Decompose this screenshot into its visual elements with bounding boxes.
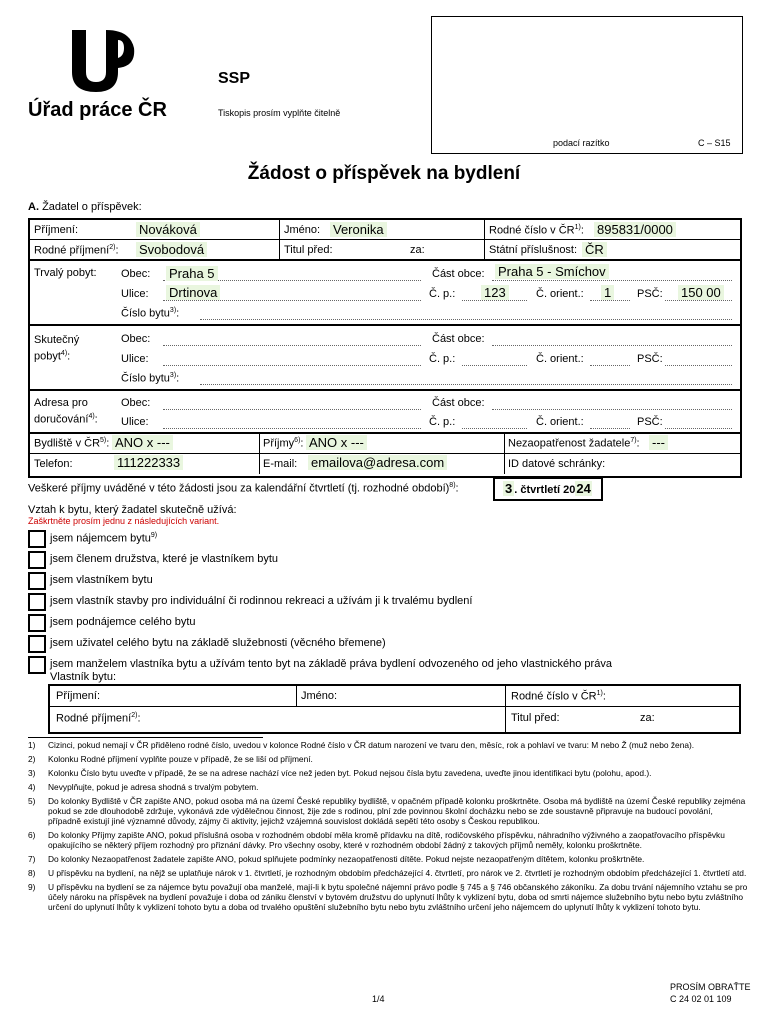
dependent-label: Nezaopatřenost žadatele$^{7)}$:	[508, 437, 640, 450]
period-value: 3 . čtvrtletí 2024	[505, 481, 591, 496]
option-cooperative-label: jsem členem družstva, které je vlastníkem bytu	[50, 553, 279, 565]
deliv-psc-label: PSČ:	[637, 416, 663, 428]
footnote: 7) Do kolonky Nezaopatřenost žadatele zapište ANO, pokud splňujete podmínky nezaopatřenosti dítěte. Pokud nejste nezaopatřeným dítětem, kolonku proškrtněte.	[28, 854, 645, 864]
perm-cast-label: Část obce:	[432, 268, 485, 280]
deliv-cp-label: Č. p.:	[429, 416, 456, 428]
ssp-label: SSP	[218, 70, 251, 87]
perm-psc-field[interactable]: 150 00	[678, 285, 724, 300]
office-name: Úřad práce ČR	[28, 99, 167, 121]
form-number: C 24 02 01 109	[670, 994, 732, 1004]
page-number: 1/4	[372, 994, 385, 1004]
footnote: 9) U příspěvku na bydlení se za nájemce bytu považují oba manželé, mají-li k bytu společné nájemní právo podle § 745 a § 746 občanského zákoníku. Za dobu trvání nájemního vztahu se pro účely nároku na příspěvek na bydlení považuje i doba od zániku členství v bytovém družstvu do uplynutí lhůty k vyklizení bytu, doba od smrti nájemce služebního bytu nebo bytu zvláštního určení do uplynutí lhůty k vyklizení tohoto bytu a doba od trvalého opuštění služebního bytu nebo bytu zvláštního určení jeho nájemcem do uplynutí lhůty k vyklizení tohoto bytu.	[28, 882, 748, 912]
form-code: C – S15	[698, 138, 731, 148]
email-field[interactable]: emailova@adresa.com	[308, 455, 447, 470]
perm-cast-field[interactable]: Praha 5 - Smíchov	[495, 264, 609, 279]
surname-field[interactable]: Nováková	[136, 222, 200, 237]
email-label: E-mail:	[263, 458, 298, 470]
relation-heading: Vztah k bytu, který žadatel skutečně užívá:	[28, 504, 237, 516]
urad-prace-logo	[66, 26, 142, 94]
footnote: 2) Kolonku Rodné příjmení vyplňte pouze v případě, že se liší od příjmení.	[28, 754, 313, 764]
perm-ulice-label: Ulice:	[121, 288, 149, 300]
owner-heading: Vlastník bytu:	[50, 671, 117, 683]
perm-cp-label: Č. p.:	[429, 288, 456, 300]
phone-field[interactable]: 111222333	[114, 455, 183, 470]
deliv-cast-label: Část obce:	[432, 397, 485, 409]
option-easement-label: jsem uživatel celého bytu na základě služebnosti (věcného břemene)	[50, 637, 386, 649]
deliv-obec-label: Obec:	[121, 397, 151, 409]
residence-field[interactable]: ANO x ---	[112, 435, 173, 450]
owner-surname-label: Příjmení:	[56, 690, 101, 702]
footnote: 8) U příspěvku na bydlení, na nějž se uplatňuje nárok v 1. čtvrtletí, je rozhodným obdobím předcházející 4. čtvrtletí, pro nárok ve 2. čtvrtletí je rozhodným obdobím předcházející 1. čtvrtletí atd.	[28, 868, 747, 878]
real-co-label: Č. orient.:	[536, 353, 584, 365]
checkbox-easement[interactable]	[28, 635, 46, 653]
owner-birth-number-label: Rodné číslo v ČR$^{1)}$:	[511, 690, 606, 703]
surname-label: Příjmení:	[34, 224, 79, 236]
owner-title-after-label: za:	[640, 712, 655, 724]
real-residence-label: Skutečný pobyt$^{4)}$:	[34, 334, 80, 363]
permanent-address-label: Trvalý pobyt:	[34, 267, 97, 279]
option-owner-label: jsem vlastníkem bytu	[50, 574, 153, 586]
citizenship-field[interactable]: ČR	[582, 242, 607, 257]
checkbox-tenant[interactable]	[28, 530, 46, 548]
footnote: 6) Do kolonky Příjmy zapište ANO, pokud příslušná osoba v rozhodném období měla kromě přídavku na dítě, rodičovského příspěvku, náhradního výživného a zaopatřovacího příspěvku opakujícího se některý příjem rozhodný pro přiznání dávky. Pro všechny osoby, které v rozhodném období žádný z takových příjmů neměly, kolonku proškrtněte.	[28, 830, 725, 850]
dependent-field[interactable]: ---	[649, 435, 668, 450]
perm-psc-label: PSČ:	[637, 288, 663, 300]
real-psc-label: PSČ:	[637, 353, 663, 365]
deliv-ulice-label: Ulice:	[121, 416, 149, 428]
real-byt-label: Číslo bytu$^{3)}$:	[121, 372, 180, 385]
data-box-label: ID datové schránky:	[508, 458, 606, 470]
section-a-heading: A. Žadatel o příspěvek:	[28, 201, 142, 213]
period-text: Veškeré příjmy uváděné v této žádosti jsou za kalendářní čtvrtletí (tj. rozhodné období)$^{8)}$:	[28, 482, 459, 495]
perm-co-field[interactable]: 1	[601, 285, 614, 300]
owner-table	[48, 684, 741, 734]
real-obec-label: Obec:	[121, 333, 151, 345]
perm-obec-field[interactable]: Praha 5	[166, 266, 218, 281]
real-cp-label: Č. p.:	[429, 353, 456, 365]
footnotes	[28, 740, 748, 916]
checkbox-recreation[interactable]	[28, 593, 46, 611]
option-subtenant-label: jsem podnájemce celého bytu	[50, 616, 196, 628]
perm-byt-label: Číslo bytu$^{3)}$:	[121, 307, 180, 320]
fill-instruction: Tiskopis prosím vyplňte čitelně	[218, 108, 341, 118]
option-spouse-label: jsem manželem vlastníka bytu a užívám tento byt na základě práva bydlení odvozeného od jeho vlastnického práva	[50, 658, 612, 670]
perm-ulice-field[interactable]: Drtinova	[166, 285, 220, 300]
deliv-co-label: Č. orient.:	[536, 416, 584, 428]
name-label: Jméno:	[284, 224, 321, 236]
footnote: 1) Cizinci, pokud nemají v ČR přiděleno rodné číslo, uvedou v kolonce Rodné číslo v ČR datum narození ve tvaru den, měsíc, rok a pohlaví ve tvaru: M nebo Ž (muž nebo žena).	[28, 740, 695, 750]
birth-number-label: Rodné číslo v ČR$^{1)}$:	[489, 224, 584, 237]
footnote: 5) Do kolonky Bydliště v ČR zapište ANO, pokud osoba má na území České republiky bydliště, v opačném případě kolonku proškrtněte. Osoba má bydliště na území České republiky zejména pokud se zde dlouhodobě zdržuje, vykonává zde výdělečnou činnost, žije zde s rodinou, plní zde povinnou školní docházku nebo se zde soustavně připravuje na budoucí povolání, případně existují jiné významné důvody, zájmy či aktivity, jejichž vzájemná souvislost dokládá sepětí této osoby s Českou republikou.	[28, 796, 746, 826]
stamp-box	[431, 16, 743, 154]
perm-obec-label: Obec:	[121, 268, 151, 280]
perm-cp-field[interactable]: 123	[481, 285, 509, 300]
relation-hint: Zaškrtněte prosím jednu z následujících variant.	[28, 516, 220, 526]
income-field[interactable]: ANO x ---	[306, 435, 367, 450]
checkbox-owner[interactable]	[28, 572, 46, 590]
checkbox-spouse[interactable]	[28, 656, 46, 674]
option-tenant-label: jsem nájemcem bytu$^{9)}$	[50, 532, 158, 545]
title-before-label: Titul před:	[284, 244, 333, 256]
checkbox-cooperative[interactable]	[28, 551, 46, 569]
citizenship-label: Státní příslušnost:	[489, 244, 578, 256]
footnote: 4) Nevyplňujte, pokud je adresa shodná s trvalým pobytem.	[28, 782, 259, 792]
phone-label: Telefon:	[34, 458, 73, 470]
turn-over-note: PROSÍM OBRAŤTE	[670, 982, 751, 992]
name-field[interactable]: Veronika	[330, 222, 387, 237]
birth-surname-label: Rodné příjmení$^{2)}$:	[34, 244, 119, 257]
owner-name-label: Jméno:	[301, 690, 338, 702]
income-label: Příjmy$^{6)}$:	[263, 437, 304, 450]
perm-co-label: Č. orient.:	[536, 288, 584, 300]
option-recreation-label: jsem vlastník stavby pro individuální či rodinnou rekreaci a užívám ji k trvalému bydlení	[50, 595, 473, 607]
birth-number-field[interactable]: 895831/0000	[594, 222, 676, 237]
stamp-label: podací razítko	[553, 138, 610, 148]
real-cast-label: Část obce:	[432, 333, 485, 345]
delivery-address-label: Adresa pro doručování$^{4)}$:	[34, 397, 98, 426]
page-title: Žádost o příspěvek na bydlení	[247, 163, 521, 184]
title-after-label: za:	[410, 244, 425, 256]
owner-title-label: Titul před:	[511, 712, 560, 724]
checkbox-subtenant[interactable]	[28, 614, 46, 632]
owner-birth-surname-label: Rodné příjmení$^{2)}$:	[56, 712, 141, 725]
real-ulice-label: Ulice:	[121, 353, 149, 365]
residence-label: Bydliště v ČR$^{5)}$:	[34, 437, 110, 450]
footnote: 3) Kolonku Číslo bytu uveďte v případě, že se na adrese nachází více než jeden byt. Pokud nejsou čísla bytu zavedena, uveďte jinou identifikaci bytu (polohu, apod.).	[28, 768, 652, 778]
birth-surname-field[interactable]: Svobodová	[136, 242, 207, 257]
